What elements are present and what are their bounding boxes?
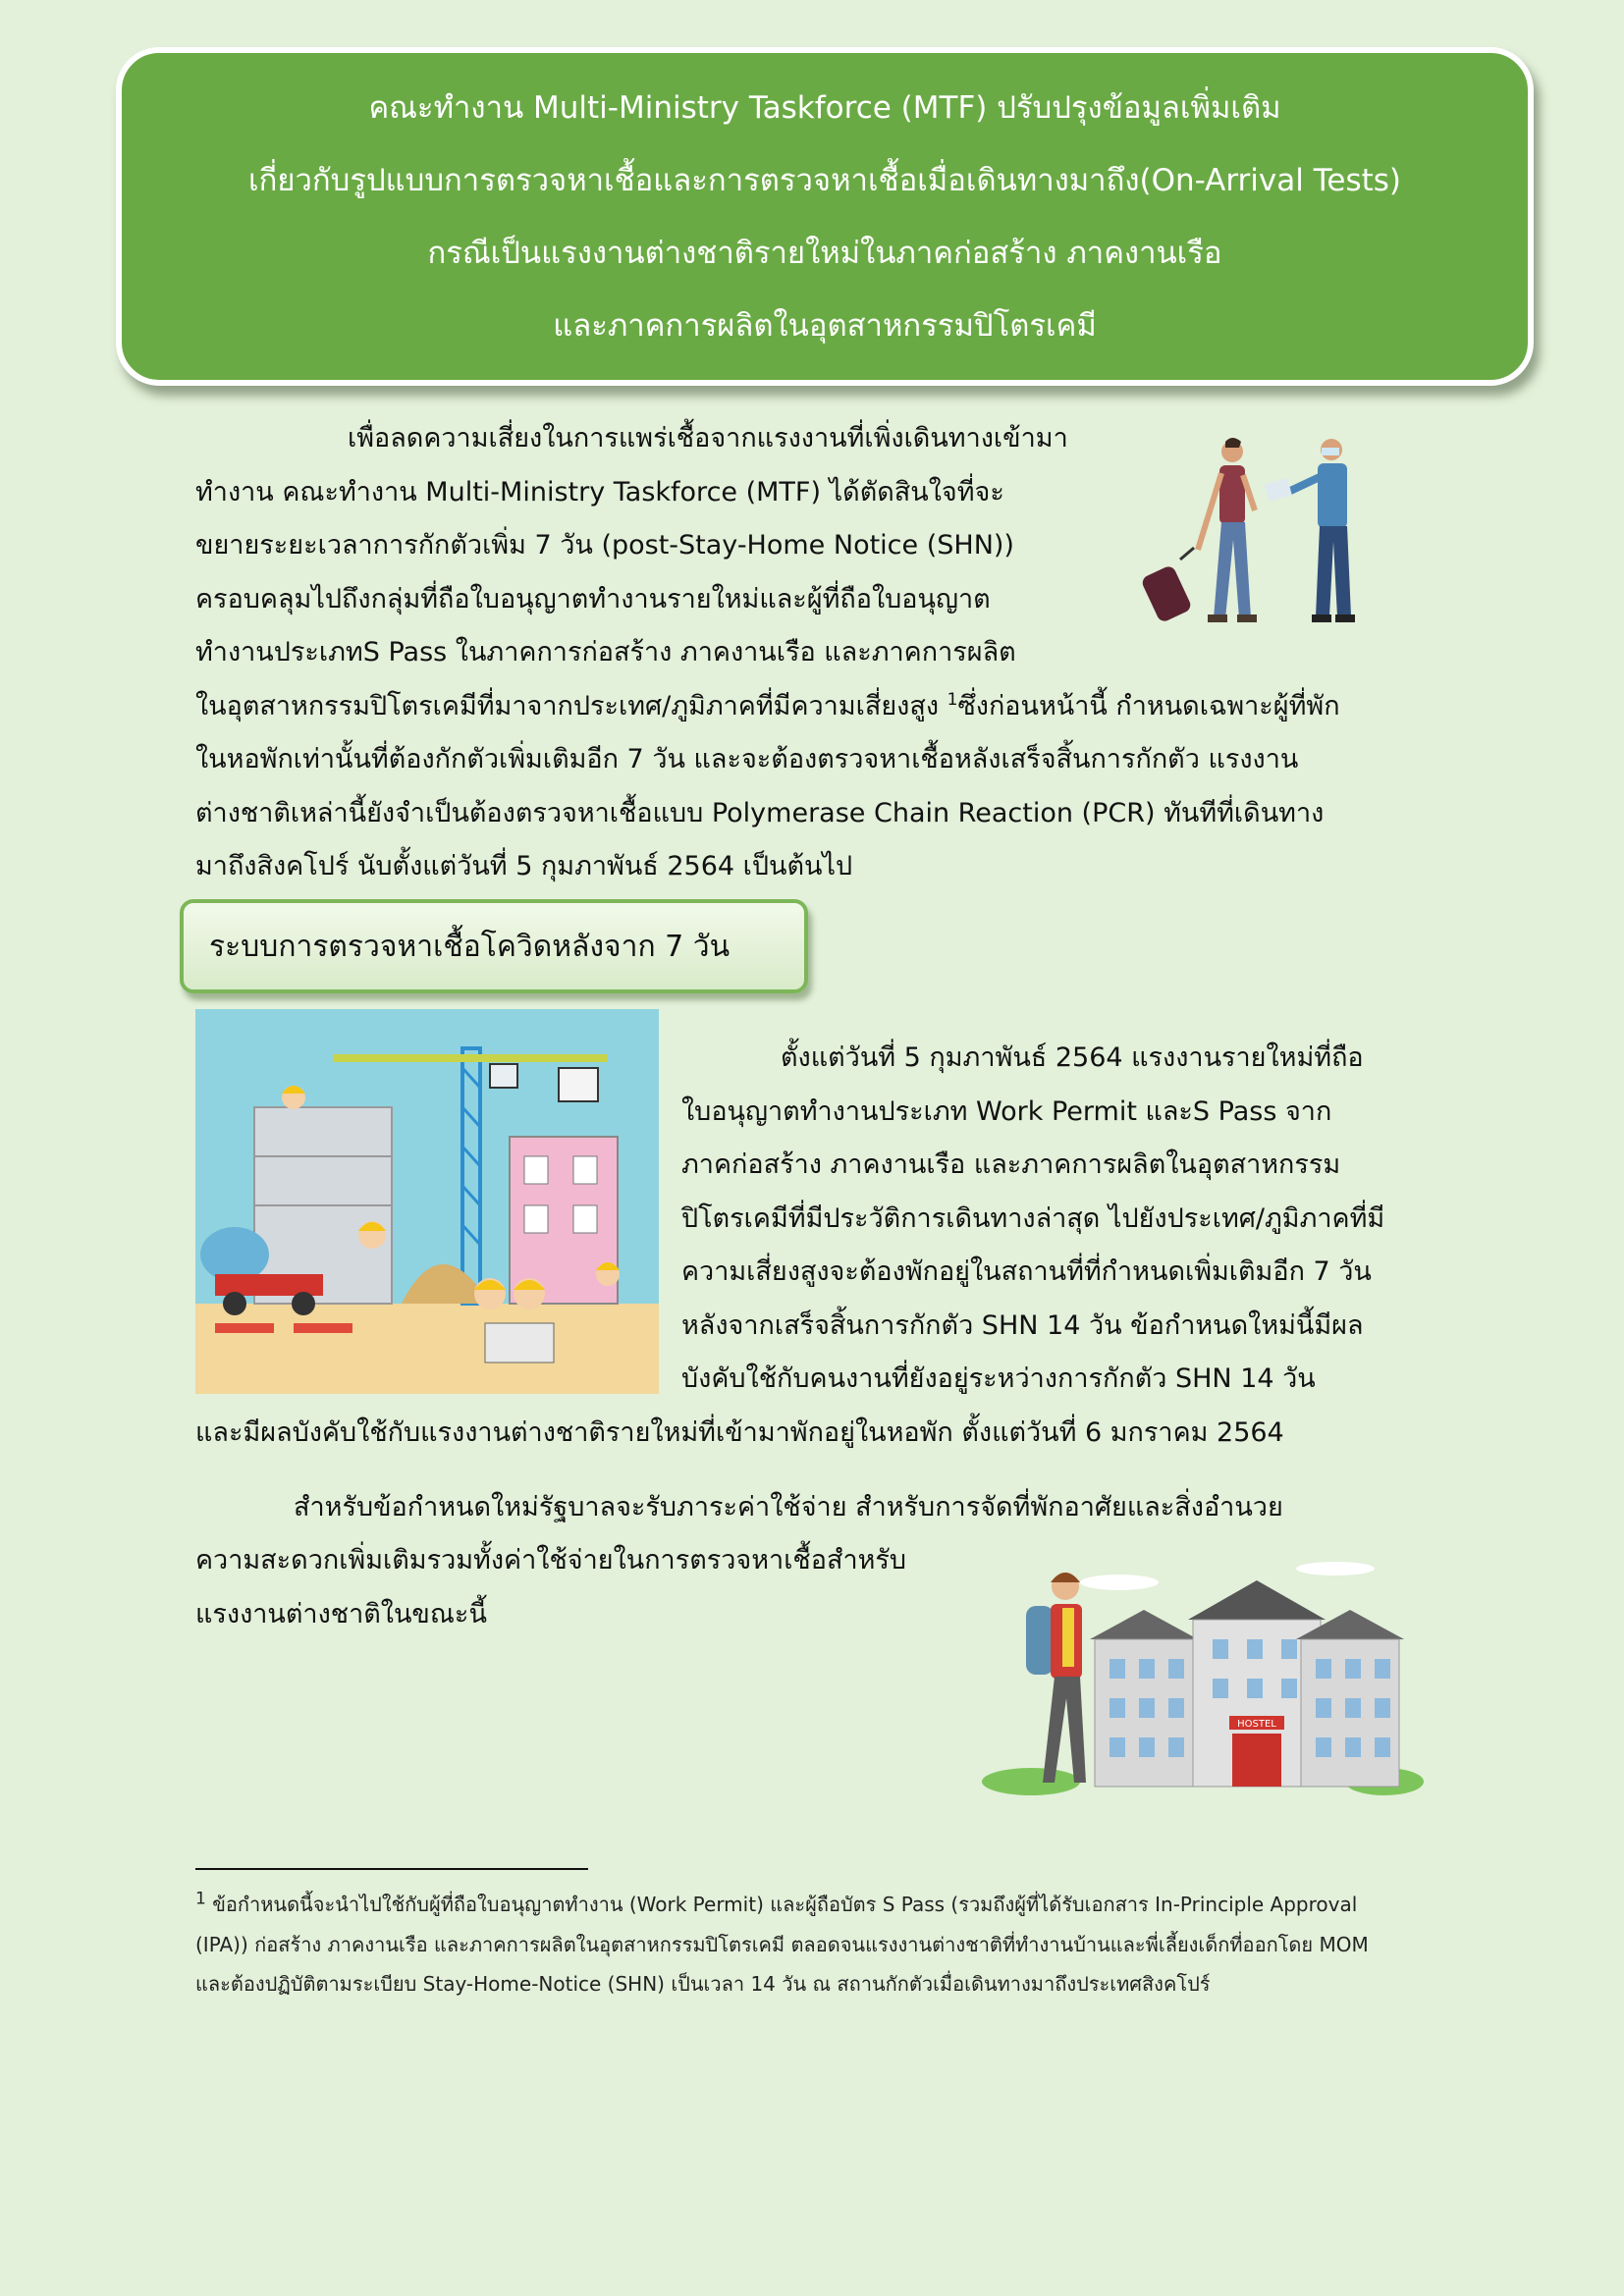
intro-line-5: ทำงานประเภทS Pass ในภาคการก่อสร้าง ภาคงานเรือ และภาคการผลิต	[195, 637, 1016, 667]
hostel-sign: HOSTEL	[1237, 1719, 1276, 1730]
intro-line-6	[195, 680, 1340, 734]
cloud-icon	[1080, 1575, 1159, 1590]
traveller-figure	[1198, 438, 1257, 622]
footnote	[195, 1885, 1369, 2004]
section-line-6: หลังจากเสร็จสิ้นการกักตัว SHN 14 วัน ข้อกำหนดใหม่นี้มีผล	[681, 1310, 1364, 1341]
section-line-2: ใบอนุญาตทำงานประเภท Work Permit และS Pass จาก	[681, 1096, 1332, 1127]
intro-line-9: มาถึงสิงคโปร์ นับตั้งแต่วันที่ 5 กุมภาพันธ์ 2564 เป็นต้นไป	[195, 851, 853, 881]
footnote-line-2: (IPA)) ก่อสร้าง ภาคงานเรือ และภาคการผลิตในอุตสาหกรรมปิโตรเคมี ตลอดจนแรงงานต่างชาติที่ทำงานบ้านและพี่เลี้ยงเด็กที่ออกโดย MOM	[195, 1932, 1369, 1956]
hostel-building-icon	[1090, 1580, 1404, 1787]
section-line-4: ปิโตรเคมีที่มีประวัติการเดินทางล่าสุด ไปยังประเทศ/ภูมิภาคที่มี	[681, 1203, 1385, 1234]
title-line-2: เกี่ยวกับรูปแบบการตรวจหาเชื้อและการตรวจหาเชื้อเมื่อเดินทางมาถึง(On-Arrival Tests)	[247, 162, 1402, 198]
backpacker-figure	[1026, 1573, 1086, 1783]
footnote-line-1	[195, 1885, 1369, 1925]
travellers-illustration	[1129, 432, 1384, 628]
section-line-7: บังคับใช้กับคนงานที่ยังอยู่ระหว่างการกักตัว SHN 14 วัน	[681, 1363, 1316, 1394]
section-heading: ระบบการตรวจหาเชื้อโควิดหลังจาก 7 วัน	[180, 899, 808, 993]
officer-figure	[1265, 439, 1355, 622]
backpack-icon	[1026, 1606, 1054, 1675]
title-line-3: กรณีเป็นแรงงานต่างชาติรายใหม่ในภาคก่อสร้าง ภาคงานเรือ	[427, 235, 1222, 271]
intro-line-4: ครอบคลุมไปถึงกลุ่มที่ถือใบอนุญาตทำงานรายใหม่และผู้ที่ถือใบอนุญาต	[195, 584, 991, 614]
intro-line-6-cont: ซึ่งก่อนหน้านี้ กำหนดเฉพาะผู้ที่พัก	[957, 691, 1340, 721]
title-banner	[116, 47, 1534, 386]
intro-line-6-text: ในอุตสาหกรรมปิโตรเคมีที่มาจากประเทศ/ภูมิภาคที่มีความเสี่ยงสูง	[195, 691, 940, 721]
suitcase-icon	[1140, 548, 1194, 623]
section-line-5: ความเสี่ยงสูงจะต้องพักอยู่ในสถานที่ที่กำหนดเพิ่มเติมอีก 7 วัน	[681, 1256, 1372, 1287]
intro-line-7: ในหอพักเท่านั้นที่ต้องกักตัวเพิ่มเติมอีก 7 วัน และจะต้องตรวจหาเชื้อหลังเสร็จสิ้นการกักตัว แรงงาน	[195, 744, 1299, 774]
intro-line-3: ขยายระยะเวลาการกักตัวเพิ่ม 7 วัน (post-Stay-Home Notice (SHN))	[195, 530, 1014, 561]
footnote-marker: 1	[195, 1889, 206, 1909]
intro-line-8: ต่างชาติเหล่านี้ยังจำเป็นต้องตรวจหาเชื้อแบบ Polymerase Chain Reaction (PCR) ทันทีที่เดินทาง	[195, 798, 1325, 828]
intro-line-2: ทำงาน คณะทำงาน Multi-Ministry Taskforce (MTF) ได้ตัดสินใจที่จะ	[195, 477, 1004, 507]
footnote-reference[interactable]: 1	[947, 690, 958, 710]
support-line-2: ความสะดวกเพิ่มเติมรวมทั้งค่าใช้จ่ายในการตรวจหาเชื้อสำหรับ	[195, 1545, 907, 1575]
title-line-1: คณะทำงาน Multi-Ministry Taskforce (MTF) ปรับปรุงข้อมูลเพิ่มเติม	[368, 89, 1281, 126]
title-line-4: และภาคการผลิตในอุตสาหกรรมปิโตรเคมี	[553, 307, 1097, 344]
footnote-line-3: และต้องปฏิบัติตามระเบียบ Stay-Home-Notice (SHN) เป็นเวลา 14 วัน ณ สถานกักตัวเมื่อเดินทางมาถึงประเทศสิงคโปร์	[195, 1972, 1211, 1996]
section-line-3: ภาคก่อสร้าง ภาคงานเรือ และภาคการผลิตในอุตสาหกรรม	[681, 1149, 1341, 1180]
section-line-8: และมีผลบังคับใช้กับแรงงานต่างชาติรายใหม่ที่เข้ามาพักอยู่ในหอพัก ตั้งแต่วันที่ 6 มกราคม 2564	[195, 1417, 1284, 1448]
construction-illustration	[195, 1009, 659, 1394]
hostel-illustration	[972, 1561, 1424, 1796]
cloud-icon	[1296, 1562, 1375, 1575]
support-line-1: สำหรับข้อกำหนดใหม่รัฐบาลจะรับภาระค่าใช้จ่าย สำหรับการจัดที่พักอาศัยและสิ่งอำนวย	[294, 1492, 1283, 1522]
footnote-line-1-text: ข้อกำหนดนี้จะนำไปใช้กับผู้ที่ถือใบอนุญาตทำงาน (Work Permit) และผู้ถือบัตร S Pass (รวมถึงผู้ที่ได้รับเอกสาร In-Principle Approval	[212, 1893, 1358, 1916]
section-line-1: ตั้งแต่วันที่ 5 กุมภาพันธ์ 2564 แรงงานรายใหม่ที่ถือ	[781, 1042, 1364, 1073]
support-line-3: แรงงานต่างชาติในขณะนี้	[195, 1599, 487, 1629]
footnote-divider	[195, 1868, 588, 1870]
intro-line-1: เพื่อลดความเสี่ยงในการแพร่เชื้อจากแรงงานที่เพิ่งเดินทางเข้ามา	[348, 423, 1068, 454]
